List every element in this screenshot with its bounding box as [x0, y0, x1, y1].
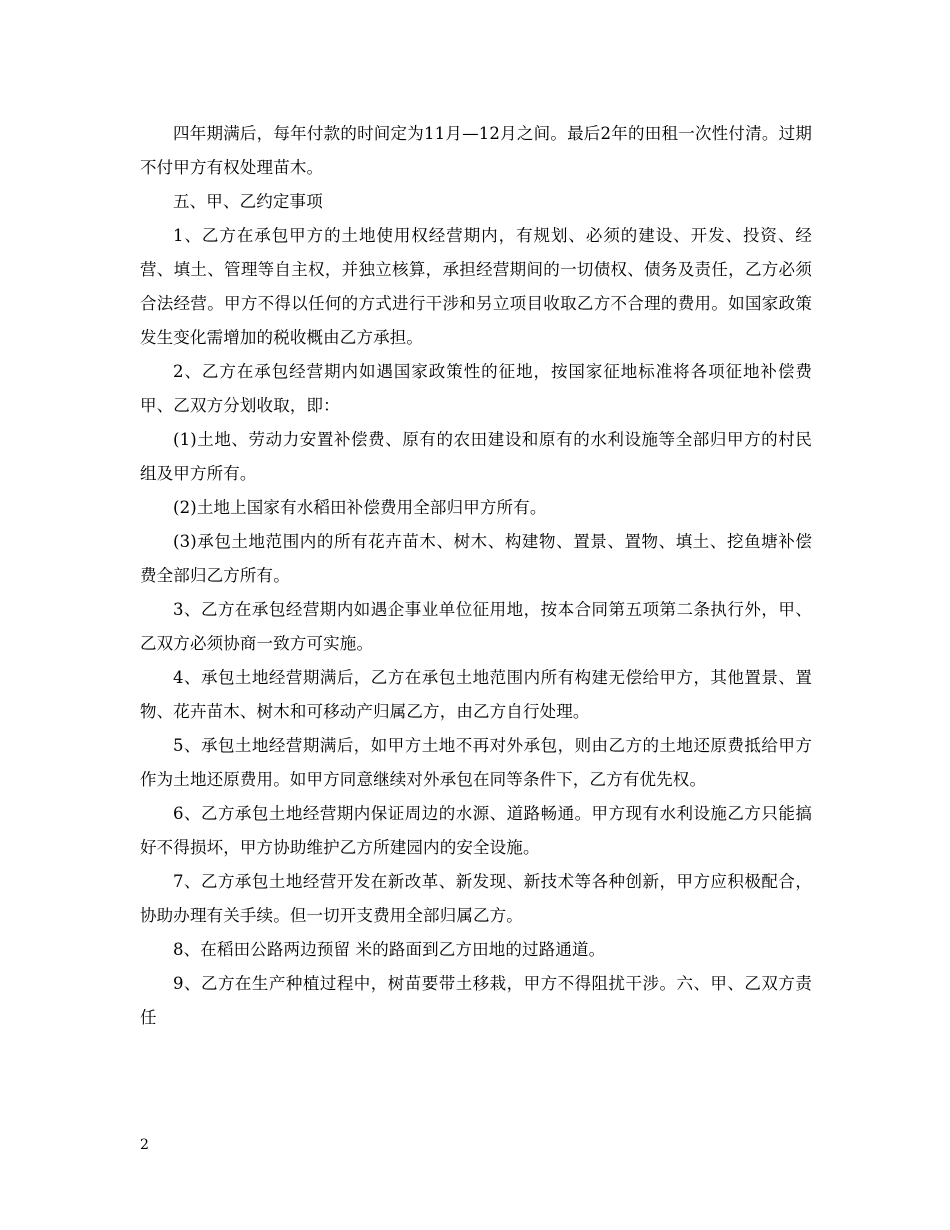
paragraph-clause-7: 7、乙方承包土地经营开发在新改革、新发现、新技术等各种创新，甲方应积极配合，协助办理有关手续。但一切开支费用全部归属乙方。: [140, 872, 812, 925]
paragraph-clause-2-item-2: (2)土地上国家有水稻田补偿费用全部归甲方所有。: [173, 498, 547, 517]
paragraph-payment-terms: 四年期满后，每年付款的时间定为11月—12月之间。最后2年的田租一次性付清。过期不付甲方有权处理苗木。: [140, 124, 812, 177]
paragraph-clause-1: 1、乙方在承包甲方的土地使用权经营期内，有规划、必须的建设、开发、投资、经营、填土、管理等自主权，并独立核算，承担经营期间的一切债权、债务及责任，乙方必须合法经营。甲方不得以任何的方式进行干涉和另立项目收取乙方不合理的费用。如国家政策发生变化需增加的税收概由乙方承担。: [140, 226, 812, 347]
section-heading-agreed-matters: 五、甲、乙约定事项: [173, 192, 323, 211]
paragraph-clause-6: 6、乙方承包土地经营期内保证周边的水源、道路畅通。甲方现有水利设施乙方只能搞好不得损坏，甲方协助维护乙方所建园内的安全设施。: [140, 804, 812, 857]
paragraph-clause-4: 4、承包土地经营期满后，乙方在承包土地范围内所有构建无偿给甲方，其他置景、置物、花卉苗木、树木和可移动产归属乙方，由乙方自行处理。: [140, 668, 812, 721]
paragraph-clause-5: 5、承包土地经营期满后，如甲方土地不再对外承包，则由乙方的土地还原费抵给甲方作为土地还原费用。如甲方同意继续对外承包在同等条件下，乙方有优先权。: [140, 736, 812, 789]
paragraph-clause-9: 9、乙方在生产种植过程中，树苗要带土移栽，甲方不得阻扰干涉。六、甲、乙双方责任: [140, 974, 812, 1027]
page-number: 2: [140, 1137, 149, 1153]
paragraph-clause-2-item-3: (3)承包土地范围内的所有花卉苗木、树木、构建物、置景、置物、填土、挖鱼塘补偿费全部归乙方所有。: [140, 532, 812, 585]
paragraph-clause-2: 2、乙方在承包经营期内如遇国家政策性的征地，按国家征地标准将各项征地补偿费甲、乙双方分划收取，即：: [140, 362, 812, 415]
paragraph-clause-8: 8、在稻田公路两边预留 米的路面到乙方田地的过路通道。: [173, 940, 606, 959]
paragraph-clause-2-item-1: (1)土地、劳动力安置补偿费、原有的农田建设和原有的水利设施等全部归甲方的村民组及甲方所有。: [140, 430, 812, 483]
document-body: [140, 117, 812, 1035]
paragraph-clause-3: 3、乙方在承包经营期内如遇企事业单位征用地，按本合同第五项第二条执行外，甲、乙双方必须协商一致方可实施。: [140, 600, 812, 653]
